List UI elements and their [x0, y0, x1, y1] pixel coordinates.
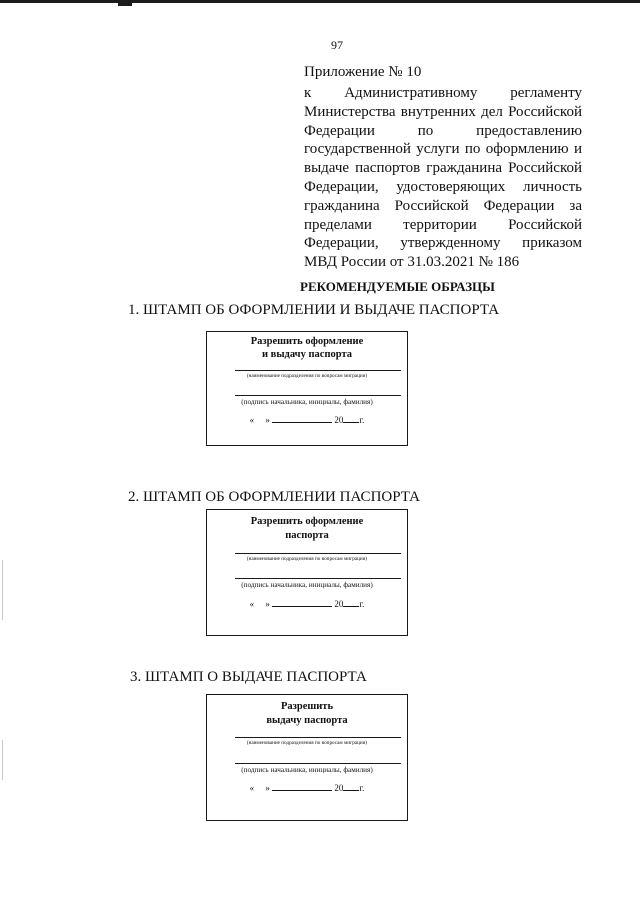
date-line: [207, 414, 407, 425]
date-year-blank: [343, 598, 359, 607]
date-year-prefix: 20: [334, 599, 344, 609]
appendix-line: Федерации по предоставлению: [304, 122, 582, 139]
signature-caption: (подпись начальника, инициалы, фамилия): [241, 581, 373, 589]
stamp-title-line: Разрешить: [280, 701, 333, 712]
date-year-suffix: г.: [359, 783, 365, 793]
date-month-blank: [272, 598, 332, 607]
appendix-title: Приложение № 10: [304, 64, 422, 80]
date-open-quote: «: [249, 783, 255, 793]
stamp-title-line: и выдачу паспорта: [262, 349, 352, 360]
date-open-quote: «: [249, 599, 255, 609]
signature-caption: (подпись начальника, инициалы, фамилия): [241, 398, 373, 406]
scan-top-mark: [118, 0, 132, 6]
stamp-title-line: паспорта: [285, 530, 329, 541]
date-year-prefix: 20: [334, 415, 344, 425]
unit-name-caption: (наименование подразделения по вопросам миграции): [246, 556, 368, 562]
appendix-line: МВД России от 31.03.2021 № 186: [304, 254, 520, 271]
stamp-title-line: Разрешить оформление: [250, 336, 364, 347]
scan-top-border: [0, 0, 640, 3]
date-close-quote: »: [265, 783, 270, 793]
stamp-title-line: выдачу паспорта: [266, 715, 348, 726]
date-close-quote: »: [265, 415, 270, 425]
unit-name-line: [235, 737, 401, 738]
signature-line: [235, 395, 401, 396]
appendix-line: Федерации, удостоверяющих личность: [304, 178, 582, 195]
appendix-line: пределами территории Российской: [304, 216, 582, 233]
stamp-box: [206, 694, 408, 821]
date-year-blank: [343, 414, 359, 423]
samples-heading: РЕКОМЕНДУЕМЫЕ ОБРАЗЦЫ: [300, 279, 495, 294]
appendix-reference: [304, 84, 582, 272]
appendix-line: выдаче паспортов гражданина Российской: [304, 160, 582, 177]
appendix-line: Федерации, утвержденному приказом: [304, 235, 582, 252]
signature-caption: (подпись начальника, инициалы, фамилия): [241, 766, 373, 774]
unit-name-caption: (наименование подразделения по вопросам миграции): [246, 740, 368, 746]
section-heading: 2. ШТАМП ОБ ОФОРМЛЕНИИ ПАСПОРТА: [128, 489, 421, 505]
date-line: [207, 598, 407, 609]
section-heading: 1. ШТАМП ОБ ОФОРМЛЕНИИ И ВЫДАЧЕ ПАСПОРТА: [128, 302, 500, 318]
unit-name-caption: (наименование подразделения по вопросам миграции): [246, 373, 368, 379]
date-year-blank: [343, 782, 359, 791]
signature-line: [235, 763, 401, 764]
date-year-prefix: 20: [334, 783, 344, 793]
stamp-box: [206, 331, 408, 446]
date-year-suffix: г.: [359, 415, 365, 425]
scan-left-edge: [2, 560, 3, 620]
appendix-line: гражданина Российской Федерации за: [304, 197, 582, 214]
unit-name-line: [235, 370, 401, 371]
date-year-suffix: г.: [359, 599, 365, 609]
appendix-line: Министерства внутренних дел Российской: [304, 103, 582, 120]
stamp-box: [206, 509, 408, 636]
stamp-title-line: Разрешить оформление: [250, 516, 364, 527]
section-heading: 3. ШТАМП О ВЫДАЧЕ ПАСПОРТА: [130, 669, 367, 685]
page-number: 97: [331, 38, 343, 52]
date-line: [207, 782, 407, 793]
signature-line: [235, 578, 401, 579]
date-month-blank: [272, 414, 332, 423]
unit-name-line: [235, 553, 401, 554]
date-close-quote: »: [265, 599, 270, 609]
date-month-blank: [272, 782, 332, 791]
appendix-line: государственной услуги по оформлению и: [304, 141, 582, 158]
scan-left-edge: [2, 740, 3, 780]
date-open-quote: «: [249, 415, 255, 425]
appendix-line: к Административному регламенту: [304, 85, 582, 101]
